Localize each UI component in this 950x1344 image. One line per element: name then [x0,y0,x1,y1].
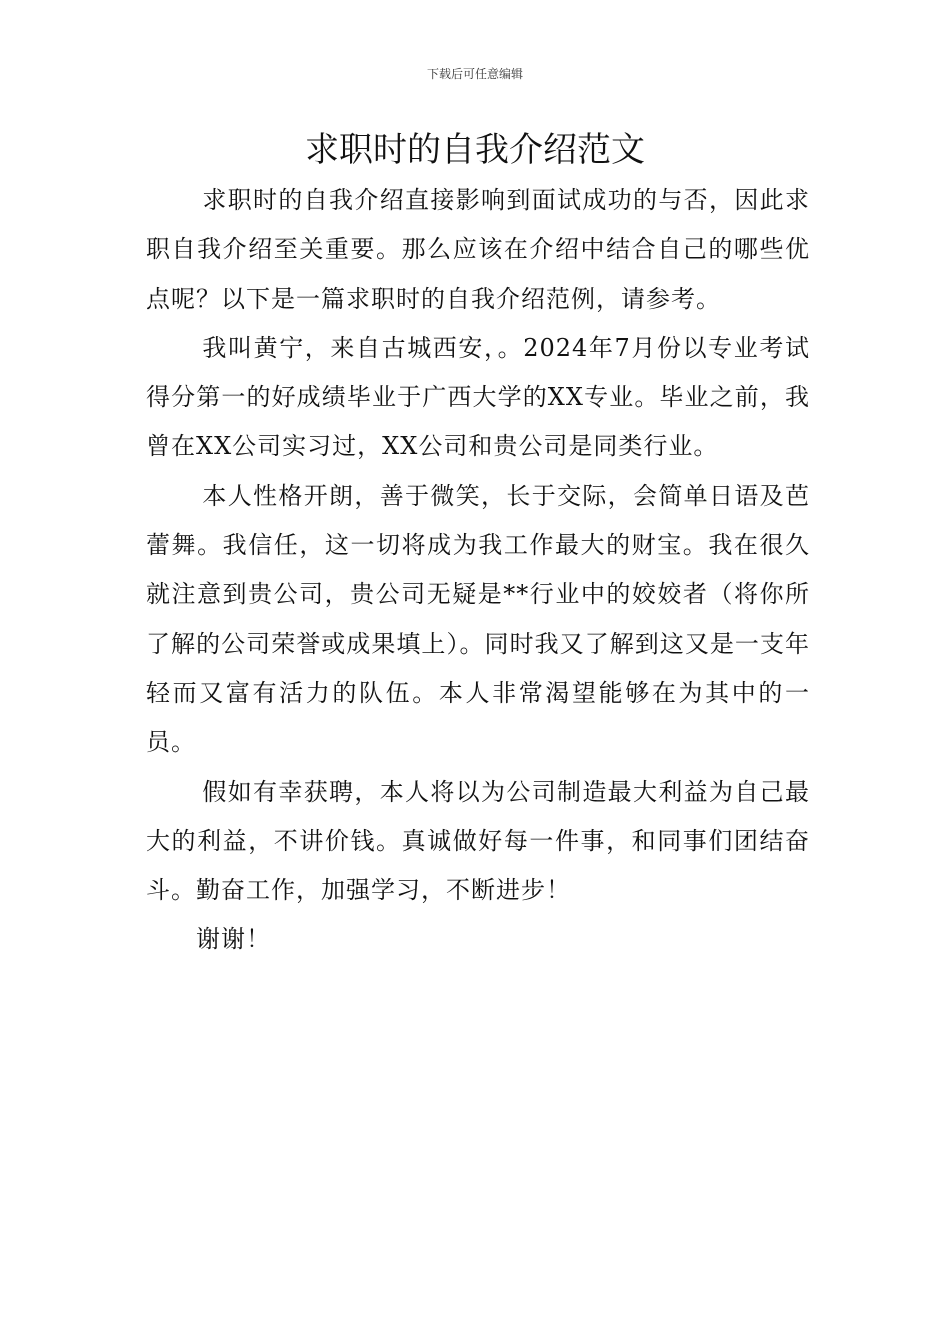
closing-thanks: 谢谢！ [196,925,271,954]
document-title: 求职时的自我介绍范文 [305,130,645,170]
paragraph-commitment: 假如有幸获聘，本人将以为公司制造最大利益为自己最大的利益，不讲价钱。真诚做好每一件事，和同事们团结奋斗。勤奋工作，加强学习，不断进步！ [146,777,810,905]
paragraph-intro: 求职时的自我介绍直接影响到面试成功的与否，因此求职自我介绍至关重要。那么应该在介绍中结合自己的哪些优点呢？以下是一篇求职时的自我介绍范例，请参考。 [146,186,810,313]
header-note: 下载后可任意编辑 [426,67,523,81]
paragraph-personality: 本人性格开朗，善于微笑，长于交际，会简单日语及芭蕾舞。我信任，这一切将成为我工作最大的财宝。我在很久就注意到贵公司，贵公司无疑是**行业中的姣姣者（将你所了解的公司荣誉或成果填上）。同时我又了解到这又是一支年轻而又富有活力的队伍。本人非常渴望能够在为其中的一员。 [146,481,810,757]
document-body [146,176,810,965]
paragraph-background: 我叫黄宁，来自古城西安，。2024年7月份以专业考试得分第一的好成绩毕业于广西大学的XX专业。毕业之前，我曾在XX公司实习过，XX公司和贵公司是同类行业。 [146,333,810,461]
